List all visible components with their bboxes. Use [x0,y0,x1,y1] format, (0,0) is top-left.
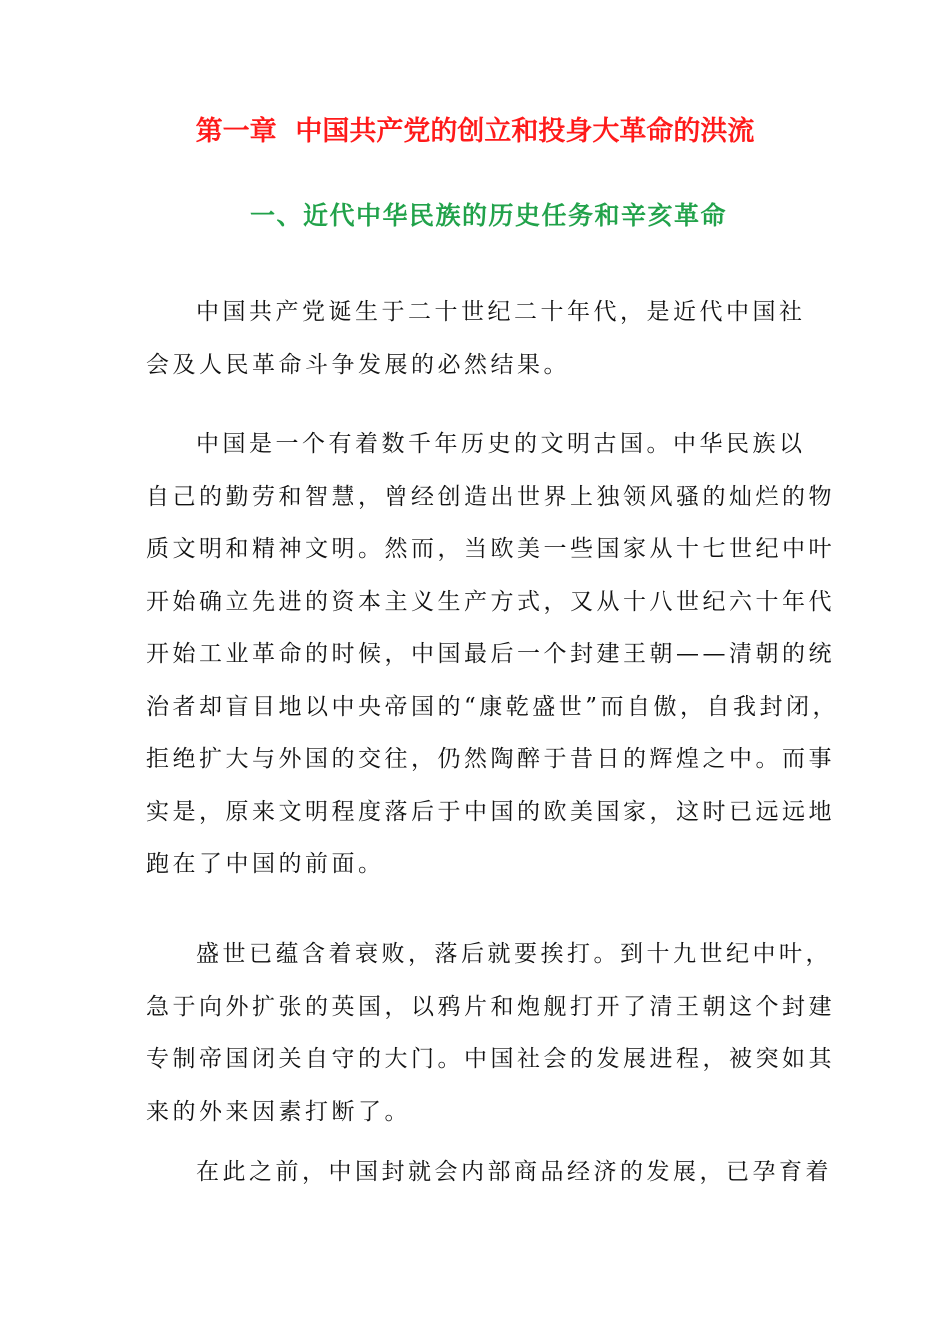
paragraph-3 [146,928,835,1138]
paragraph-line: 盛世已蕴含着衰败，落后就要挨打。到十九世纪中叶， [196,941,832,967]
paragraph-line: 会及人民革命斗争发展的必然结果。 [146,351,570,378]
paragraph-line: 拒绝扩大与外国的交往，仍然陶醉于昔日的辉煌之中。而事 [146,746,835,772]
paragraph-line: 实是，原来文明程度落后于中国的欧美国家，这时已远远地 [146,798,835,825]
paragraph-line: 自己的勤劳和智慧，曾经创造出世界上独领风骚的灿烂的物 [146,483,835,510]
chapter-title: 第一章 中国共产党的创立和投身大革命的洪流 [195,116,755,147]
paragraph-line: 开始确立先进的资本主义生产方式，又从十八世纪六十年代 [146,588,835,615]
paragraph-4 [146,1146,832,1199]
paragraph-line: 治者却盲目地以中央帝国的“康乾盛世”而自傲，自我封闭， [146,693,840,720]
paragraph-line: 开始工业革命的时候，中国最后一个封建王朝——清朝的统 [146,641,835,667]
paragraph-line: 质文明和精神文明。然而，当欧美一些国家从十七世纪中叶 [146,536,835,562]
paragraph-line: 跑在了中国的前面。 [146,851,385,877]
paragraph-line: 中国共产党诞生于二十世纪二十年代，是近代中国社 [196,299,806,325]
paragraph-line: 在此之前，中国封就会内部商品经济的发展，已孕育着 [196,1159,832,1185]
paragraph-line: 专制帝国闭关自守的大门。中国社会的发展进程，被突如其 [146,1046,835,1072]
paragraph-line: 中国是一个有着数千年历史的文明古国。中华民族以 [196,431,806,457]
section-title: 一、近代中华民族的历史任务和辛亥革命 [250,201,728,230]
paragraph-line: 急于向外扩张的英国，以鸦片和炮舰打开了清王朝这个封建 [146,993,835,1020]
paragraph-line: 来的外来因素打断了。 [146,1098,411,1125]
paragraph-1 [146,286,826,391]
paragraph-2 [146,418,840,891]
